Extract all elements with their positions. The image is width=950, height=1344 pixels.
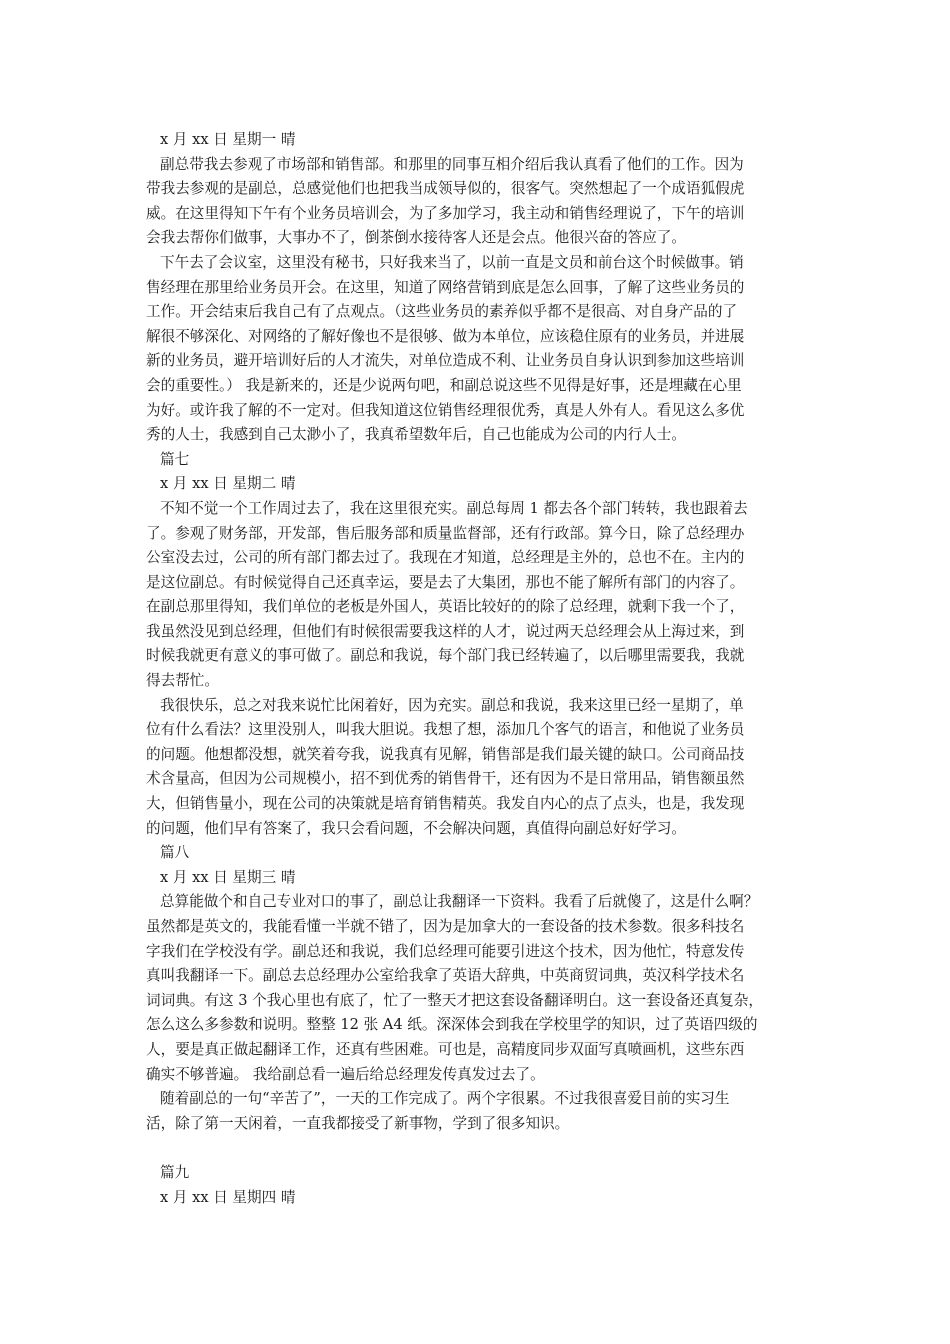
paragraph-line: 虽然都是英文的，我能看懂一半就不错了，因为是加拿大的一套设备的技术参数。很多科技名	[146, 918, 745, 935]
paragraph-line: 工作。开会结束后我自己有了点观点。（这些业务员的素养似乎都不是很高、对自身产品的了	[146, 303, 738, 321]
paragraph-line: 活，除了第一天闲着，一直我都接受了新事物，学到了很多知识。	[146, 1114, 570, 1132]
paragraph-line: 秀的人士，我感到自己太渺小了，我真希望数年后，自己也能成为公司的内行人士。	[146, 426, 686, 444]
entry-date: x 月 xx 日 星期一 晴	[160, 131, 296, 148]
section-heading: 篇八	[160, 844, 190, 862]
paragraph-line: 我虽然没见到总经理，但他们有时候很需要我这样的人才，说过两天总经理会从上海过来，到	[146, 622, 745, 640]
paragraph-line: 怎么这么多参数和说明。整整 12 张 A4 纸。深深体会到我在学校里学的知识，过了英语四级的	[146, 1016, 758, 1034]
paragraph-line: 大，但销售量小，现在公司的决策就是培育销售精英。我发自内心的点了点头，也是，我发现	[146, 795, 745, 813]
paragraph-line: 总算能做个和自己专业对口的事了，副总让我翻译一下资料。我看了后就傻了，这是什么啊？	[160, 893, 759, 911]
paragraph-line: 时候我就更有意义的事可做了。副总和我说，每个部门我已经转遍了，以后哪里需要我，我就	[146, 647, 745, 665]
paragraph-line: 为好。或许我了解的不一定对。但我知道这位销售经理很优秀，真是人外有人。看见这么多优	[146, 401, 745, 419]
paragraph-line: 下午去了会议室，这里没有秘书，只好我来当了，以前一直是文员和前台这个时候做事。销	[160, 253, 744, 271]
paragraph-line: 真叫我翻译一下。副总去总经理办公室给我拿了英语大辞典，中英商贸词典，英汉科学技术名	[146, 967, 745, 985]
blank-line	[146, 1136, 806, 1161]
paragraph	[146, 1087, 806, 1136]
paragraph-line: 公室没去过，公司的所有部门都去过了。我现在才知道，总经理是主外的，总也不在。主内的	[146, 549, 745, 567]
paragraph-line: 会的重要性。） 我是新来的，还是少说两句吧，和副总说这些不见得是好事，还是埋藏在心里	[146, 376, 742, 394]
section-heading: 篇九	[160, 1163, 190, 1181]
paragraph-line: 的问题，他们早有答案了，我只会看问题，不会解决问题，真值得向副总好好学习。	[146, 819, 686, 837]
section-heading: 篇七	[160, 450, 190, 468]
paragraph-line: 字我们在学校没有学。副总还和我说，我们总经理可能要引进这个技术，因为他忙，特意发传	[146, 942, 745, 960]
paragraph-line: 会我去帮你们做事，大事办不了，倒茶倒水接待客人还是会点。他很兴奋的答应了。	[146, 229, 686, 247]
paragraph-line: 词词典。有这 3 个我心里也有底了，忙了一整天才把这套设备翻译明白。这一套设备还真复杂，	[146, 991, 763, 1009]
paragraph	[146, 497, 806, 694]
paragraph-line: 是这位副总。有时候觉得自己还真幸运，要是去了大集团，那也不能了解所有部门的内容了。	[146, 573, 745, 591]
paragraph-line: 威。在这里得知下午有个业务员培训会，为了多加学习，我主动和销售经理说了，下午的培训	[146, 204, 745, 222]
paragraph	[146, 890, 806, 1087]
entry-date: x 月 xx 日 星期四 晴	[160, 1188, 296, 1206]
paragraph-line: 不知不觉一个工作周过去了，我在这里很充实。副总每周 1 都去各个部门转转，我也跟着去	[160, 499, 748, 517]
paragraph-line: 位有什么看法？这里没别人，叫我大胆说。我想了想，添加几个客气的语言，和他说了业务员	[146, 721, 745, 739]
paragraph-line: 带我去参观的是副总，总感觉他们也把我当成领导似的，很客气。突然想起了一个成语狐假虎	[146, 180, 745, 198]
paragraph-line: 了。参观了财务部，开发部，售后服务部和质量监督部，还有行政部。算今日，除了总经理办	[146, 524, 745, 542]
paragraph-line: 在副总那里得知，我们单位的老板是外国人，英语比较好的的除了总经理，就剩下我一个了，	[146, 598, 745, 616]
paragraph-line: 的问题。他想都没想，就笑着夸我，说我真有见解，销售部是我们最关键的缺口。公司商品技	[146, 745, 745, 763]
paragraph-line: 我很快乐，总之对我来说忙比闲着好，因为充实。副总和我说，我来这里已经一星期了，单	[160, 696, 744, 714]
paragraph-line: 售经理在那里给业务员开会。在这里，知道了网络营销到底是怎么回事，了解了这些业务员的	[146, 278, 745, 296]
paragraph	[146, 694, 806, 842]
entry-date: x 月 xx 日 星期三 晴	[160, 868, 296, 886]
paragraph	[146, 251, 806, 448]
paragraph-line: 新的业务员，避开培训好后的人才流失，对单位造成不利、让业务员自身认识到参加这些培训	[146, 352, 745, 370]
paragraph-line: 解很不够深化、对网络的了解好像也不是很够、做为本单位，应该稳住原有的业务员，并进展	[146, 327, 745, 345]
paragraph-line: 人，要是真正做起翻译工作，还真有些困难。可也是，高精度同步双面写真喷画机，这些东西	[146, 1040, 745, 1058]
paragraph-line: 随着副总的一句“辛苦了”，一天的工作完成了。两个字很累。不过我很喜爱目前的实习生	[160, 1090, 730, 1108]
document-page	[146, 128, 806, 1210]
paragraph-line: 确实不够普遍。 我给副总看一遍后给总经理发传真发过去了。	[146, 1065, 545, 1083]
paragraph-line: 术含量高，但因为公司规模小，招不到优秀的销售骨干，还有因为不是日常用品，销售额虽然	[146, 770, 745, 788]
paragraph-line: 副总带我去参观了市场部和销售部。和那里的同事互相介绍后我认真看了他们的工作。因为	[160, 155, 744, 173]
entry-date: x 月 xx 日 星期二 晴	[160, 475, 296, 493]
paragraph-line: 得去帮忙。	[146, 672, 219, 690]
paragraph	[146, 153, 806, 251]
